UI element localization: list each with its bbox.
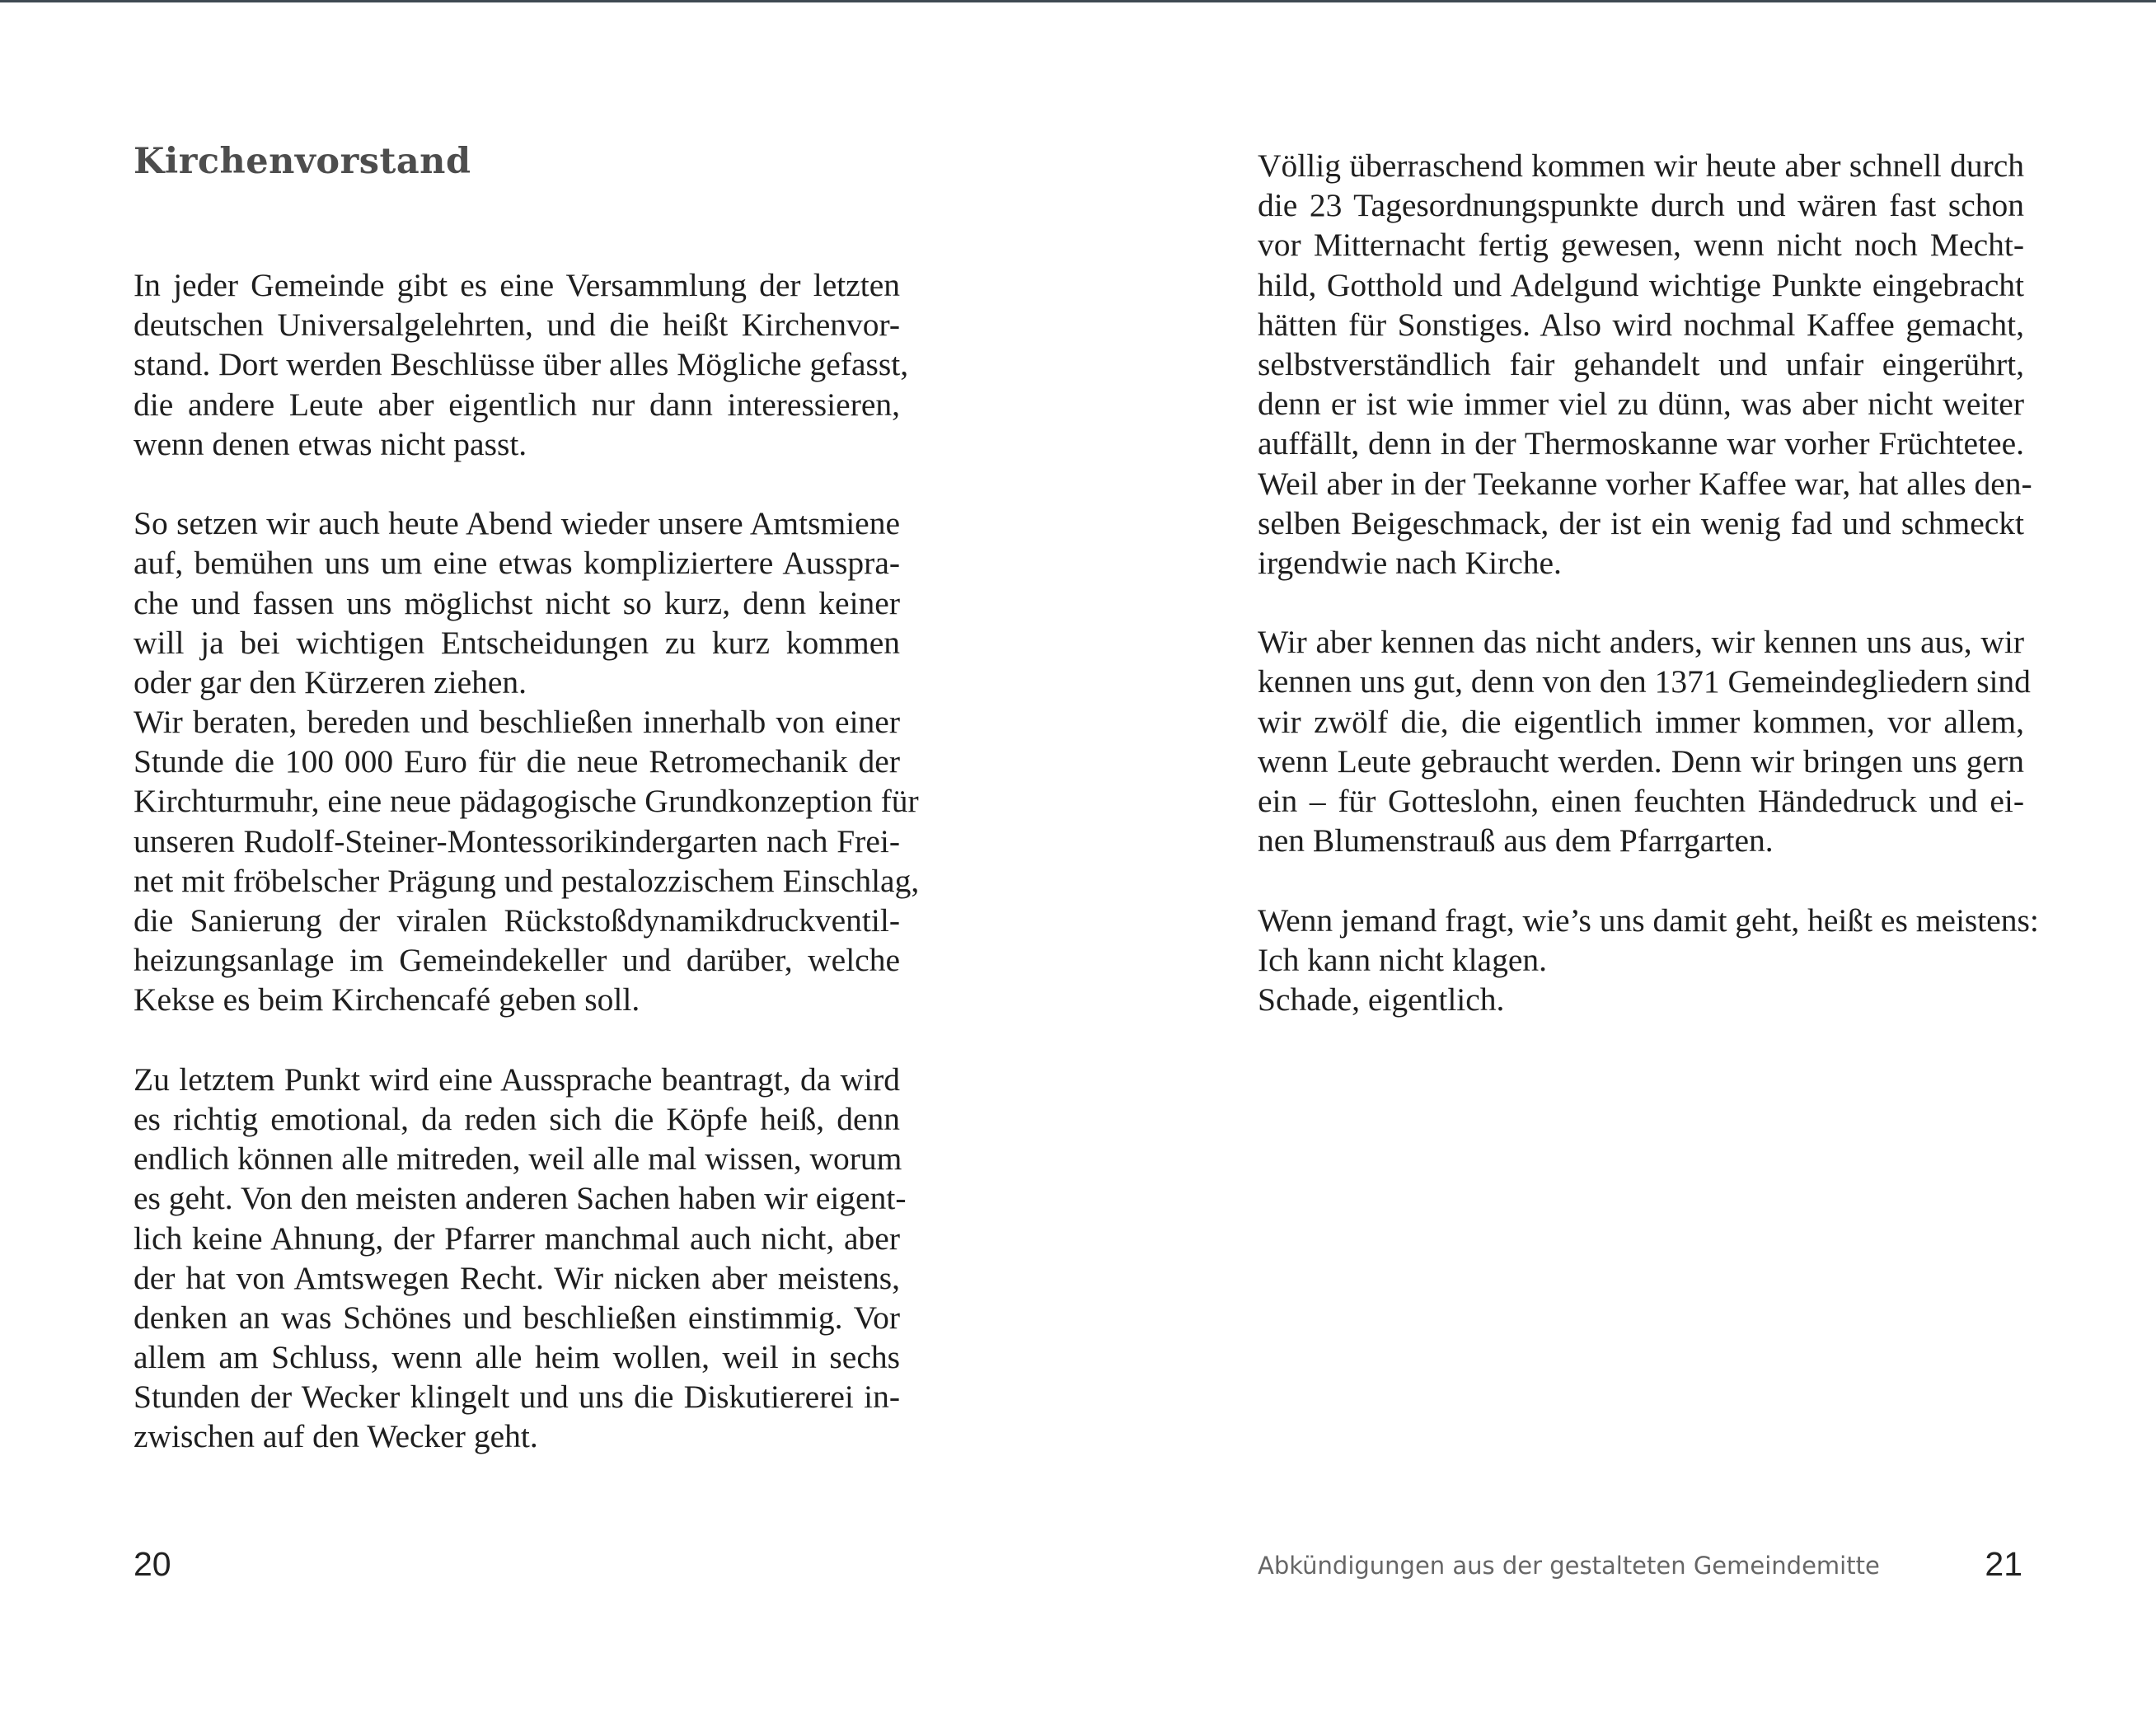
text-line: Völlig überraschend kommen wir heute aber schnell durch: [1258, 147, 2024, 184]
page-number: 21: [1985, 1545, 2022, 1583]
text-line: Stunden der Wecker klingelt und uns die Diskutiererei in-: [134, 1379, 900, 1416]
paragraph: [134, 265, 909, 464]
text-line: Kirchturmuhr, eine neue pädagogische Grundkonzeption für: [134, 783, 919, 820]
text-line: che und fassen uns möglichst nicht so kurz, denn keiner: [134, 584, 900, 621]
text-line: auffällt, denn in der Thermoskanne war vorher Früchtetee.: [1258, 425, 2024, 462]
text-line: Ich kann nicht klagen.: [1258, 941, 1547, 978]
text-line: vor Mitternacht fertig gewesen, wenn nicht noch Mecht-: [1258, 227, 2024, 264]
text-line: hätten für Sonstiges. Also wird nochmal Kaffee gemacht,: [1258, 306, 2024, 343]
paragraph: [1258, 901, 2039, 1020]
text-line: Wenn jemand fragt, wie’s uns damit geht, heißt es meistens:: [1258, 901, 2039, 939]
text-line: deutschen Universalgelehrten, und die heißt Kirchenvor-: [134, 307, 900, 344]
text-line: selbstverständlich fair gehandelt und unfair eingerührt,: [1258, 345, 2024, 382]
text-line: es richtig emotional, da reden sich die Köpfe heiß, denn: [134, 1100, 900, 1137]
text-line: es geht. Von den meisten anderen Sachen haben wir eigent-: [134, 1180, 907, 1217]
page-number: 20: [134, 1545, 171, 1583]
text-line: heizungsanlage im Gemeindekeller und darüber, welche: [134, 942, 900, 979]
text-line: die andere Leute aber eigentlich nur dann interessieren,: [134, 386, 900, 423]
paragraph: [134, 1060, 907, 1457]
text-line: Schade, eigentlich.: [1258, 981, 1505, 1018]
text-line: nen Blumenstrauß aus dem Pfarrgarten.: [1258, 822, 1774, 859]
text-line: allem am Schluss, wenn alle heim wollen, weil in sechs: [134, 1339, 900, 1376]
left-body-text: [134, 265, 920, 1457]
text-line: die 23 Tagesordnungspunkte durch und wären fast schon: [1258, 187, 2024, 224]
text-line: stand. Dort werden Beschlüsse über alles Mögliche gefasst,: [134, 346, 909, 383]
text-line: die Sanierung der viralen Rückstoßdynamikdruckventil-: [134, 902, 900, 939]
text-line: will ja bei wichtigen Entscheidungen zu kurz kommen: [134, 624, 900, 661]
text-line: denken an was Schönes und beschließen einstimmig. Vor: [134, 1299, 900, 1336]
text-line: So setzen wir auch heute Abend wieder unsere Amtsmiene: [134, 505, 900, 542]
text-line: selben Beigeschmack, der ist ein wenig fad und schmeckt: [1258, 504, 2024, 541]
text-line: auf, bemühen uns um eine etwas kompliziertere Ausspra-: [134, 545, 900, 582]
text-line: kennen uns gut, denn von den 1371 Gemeindegliedern sind: [1258, 663, 2031, 700]
text-line: Stunde die 100 000 Euro für die neue Retromechanik der: [134, 743, 900, 780]
text-line: Kekse es beim Kirchencafé geben soll.: [134, 981, 640, 1018]
text-line: Zu letztem Punkt wird eine Aussprache beantragt, da wird: [134, 1061, 900, 1098]
running-title: Abkündigungen aus der gestalteten Gemeindemitte: [1258, 1552, 1880, 1580]
paragraph: [134, 702, 920, 1020]
right-body-text: [1258, 146, 2039, 1019]
chapter-heading: Kirchenvorstand: [134, 141, 471, 182]
text-line: Wir aber kennen das nicht anders, wir kennen uns aus, wir: [1258, 624, 2024, 661]
text-line: wenn Leute gebraucht werden. Denn wir bringen uns gern: [1258, 742, 2024, 780]
paragraph: [134, 503, 900, 702]
text-line: der hat von Amtswegen Recht. Wir nicken aber meistens,: [134, 1259, 900, 1296]
paragraph: [1258, 146, 2032, 583]
text-line: wenn denen etwas nicht passt.: [134, 425, 527, 462]
paragraph: [1258, 622, 2031, 860]
text-line: lich keine Ahnung, der Pfarrer manchmal auch nicht, aber: [134, 1220, 900, 1257]
text-line: In jeder Gemeinde gibt es eine Versammlung der letzten: [134, 267, 900, 303]
text-line: denn er ist wie immer viel zu dünn, was aber nicht weiter: [1258, 386, 2024, 423]
text-line: oder gar den Kürzeren ziehen.: [134, 663, 527, 700]
text-line: zwischen auf den Wecker geht.: [134, 1418, 538, 1455]
right-page: [1078, 0, 2156, 1709]
text-line: irgendwie nach Kirche.: [1258, 544, 1562, 581]
text-line: hild, Gotthold und Adelgund wichtige Punkte eingebracht: [1258, 266, 2024, 303]
text-line: wir zwölf die, die eigentlich immer kommen, vor allem,: [1258, 703, 2024, 740]
text-line: Weil aber in der Teekanne vorher Kaffee war, hat alles den-: [1258, 465, 2032, 502]
text-line: endlich können alle mitreden, weil alle mal wissen, worum: [134, 1140, 902, 1178]
text-line: Wir beraten, bereden und beschließen innerhalb von einer: [134, 704, 900, 741]
text-line: unseren Rudolf-Steiner-Montessorikindergarten nach Frei-: [134, 822, 900, 859]
text-line: net mit fröbelscher Prägung und pestalozzischem Einschlag,: [134, 862, 920, 899]
text-line: ein – für Gotteslohn, einen feuchten Händedruck und ei-: [1258, 783, 2024, 819]
